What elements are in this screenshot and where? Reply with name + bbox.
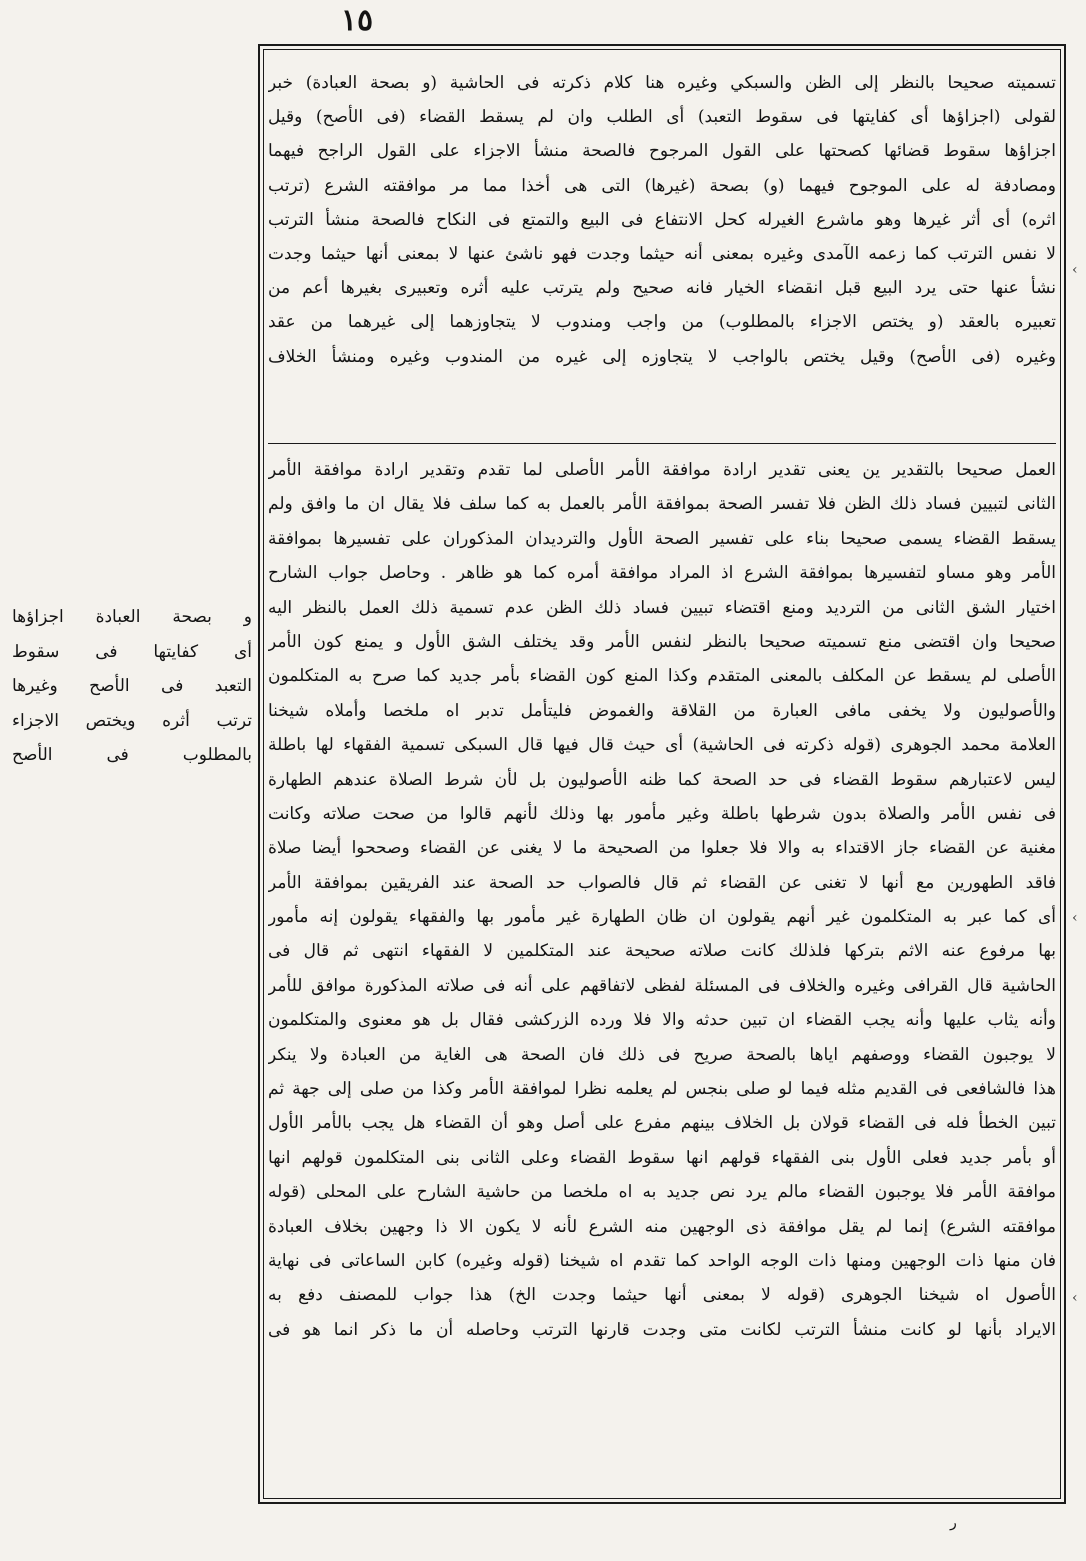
bottom-mark: ر <box>950 1515 957 1531</box>
commentary-line: فان منها ذات الوجهين ومنها ذات الوجه الواحد كما تقدم اه شيخنا (قوله وغيره) كابن الساعاتى فى نهاية <box>268 1250 1056 1271</box>
main-text-line: ومصادفة له على الموجوح فيهما (و) بصحة (غيرها) التى هى أخذا مما مر موافقته الشرع (ترتب <box>268 175 1056 196</box>
main-text-line: لا نفس الترتب كما زعمه الآمدى وغيره بمعنى أنه حيثما وجدت فهو ناشئ عنها لا بمعنى أنها حيثما وجدت <box>268 243 1056 264</box>
commentary-line: العلامة محمد الجوهرى (قوله ذكرته فى الحاشية) أى حيث قال فيها قال السبكى تسمية الفقهاء لها باطلة <box>268 735 1056 756</box>
commentary-line: هذا فالشافعى فى القديم مثله فيما لو صلى بنجس لم يعلمه نظرا لموافقة الأمر وكذا من صلى إلى جهة ثم <box>268 1079 1056 1100</box>
commentary-line: الأمر وهو مساو لتفسيرها بموافقة الشرع اذ المراد موافقة أمره كما هو ظاهر . وحاصل جواب الشارح <box>268 563 1056 584</box>
margin-note-line: و بصحة العبادة اجزاؤها <box>12 607 252 627</box>
commentary-line: أى كما عبر به المتكلمون غير أنهم يقولون ان ظان الطهارة غير مأمور بها والفقهاء يقولون إنه مأمور <box>268 907 1056 928</box>
section-divider <box>268 443 1056 444</box>
main-text-line: نشأ عنها حتى يرد البيع قبل انقضاء الخيار فانه صحيح ولم يترتب عليه أثره وتعبيرى بغيرها أعم من <box>268 278 1056 299</box>
margin-note <box>12 600 252 773</box>
text-frame <box>258 44 1066 1504</box>
commentary-line: الأصول اه شيخنا الجوهرى (قوله لا بمعنى أنها حيثما وجدت الخ) هذا جواب للمصنف دفع به <box>268 1285 1056 1306</box>
commentary-line: أو بأمر جديد فعلى الأول بنى الفقهاء قولهم انها سقوط القضاء وعلى الثانى بنى المتكلمون قولهم انها <box>268 1147 1056 1168</box>
commentary-line: صحيحا وان اقتضى منع تسميته صحيحا بالنظر لنفس الأمر وقد يختلف الشق الأول و يمنع كون الأمر <box>268 631 1056 652</box>
main-text-line: تعبيره بالعقد (و يختص الاجزاء بالمطلوب) من واجب ومندوب لا يتجاوزهما إلى غيرهما من عقد <box>268 312 1056 333</box>
main-text <box>268 66 1056 374</box>
commentary-line: تبين الخطأ فله فى القضاء قولان بل الخلاف بينهم مفرع على أصل وهو أن القضاء هل يجب بالأمر الأول <box>268 1113 1056 1134</box>
commentary-line: الأصلى لم يسقط عن المكلف بالمعنى المتقدم وكذا المنع كون القضاء بأمر جديد كما صرح به المتكلمون <box>268 666 1056 687</box>
commentary-line: لا يوجبون القضاء ووصفهم اياها بالصحة صريح فى ذلك فان الصحة هى الغاية من العبادة ولا ينكر <box>268 1044 1056 1065</box>
edge-smudge-icon: ‹ <box>1072 1290 1078 1306</box>
commentary-text <box>268 453 1056 1347</box>
commentary-line: العمل صحيحا بالتقدير ين يعنى تقدير ارادة موافقة الأمر الأصلى لما تقدم وتقدير ارادة موافقة الأمر <box>268 460 1056 480</box>
commentary-line: مغنية عن القضاء جاز الاقتداء به والا فلا جعلوا من الصحيحة ما لا يغنى عن القضاء وصححوا أيضا صلاة <box>268 838 1056 859</box>
main-text-line: وغيره (فى الأصح) وقيل يختص بالواجب لا يتجاوزه إلى غيره من المندوب وغيره ومنشأ الخلاف <box>268 346 1056 367</box>
edge-smudge-icon: ‹ <box>1072 910 1078 926</box>
edge-smudge-icon: ‹ <box>1072 262 1078 278</box>
main-text-line: تسميته صحيحا بالنظر إلى الظن والسبكي وغيره هنا كلام ذكرته فى الحاشية (و بصحة العبادة) خبر <box>268 73 1056 93</box>
main-text-line: اثره) أى أثر غيرها وهو ماشرع الغيرله كحل الانتفاع فى البيع والتمتع فى النكاح فالصحة منشأ الترتب <box>268 209 1056 230</box>
page-number: ١٥ <box>340 3 374 38</box>
margin-note-line: ترتب أثره ويختص الاجزاء <box>12 710 252 731</box>
commentary-line: يسقط القضاء يسمى صحيحا بناء على تفسير الصحة الأول والترديدان المذكوران على تفسيرها بموافقة <box>268 528 1056 549</box>
margin-note-line: التعبد فى الأصح وغيرها <box>12 676 252 696</box>
commentary-line: والأصوليون ولا يخفى مافى العبارة من القلاقة والغموض فليتأمل تدبر اه ملخصا وأملاه شيخنا <box>268 700 1056 721</box>
commentary-line: الايراد بأنها لو كانت منشأ الترتب لكانت متى وجدت قارنها الترتب وحاصله أن ما ذكر انما هو فى <box>268 1319 1056 1340</box>
commentary-line: فى نفس الأمر والصلاة بدون شرطها باطلة وغير مأمور بها وذلك لأنهم قالوا من صحت صلاته وكانت <box>268 803 1056 824</box>
margin-note-line: أى كفايتها فى سقوط <box>12 641 252 662</box>
commentary-line: الحاشية قال القرافى وغيره والخلاف فى المسئلة لفظى لاتفاقهم على أنه فى صلاته المذكورة موافق للأمر <box>268 975 1056 996</box>
commentary-line: الثانى لتبيين فساد ذلك الظن فلا تفسر الصحة بموافقة الأمر بالعمل به كما سلف فلا يقال ان ما وافق ولم <box>268 494 1056 515</box>
commentary-line: فاقد الطهورين مع أنها لا تغنى عن القضاء ثم قال فالصواب حد الصحة عند الفريقين بموافقة الأمر <box>268 872 1056 893</box>
commentary-line: موافقته الشرع) إنما لم يقل موافقة ذى الوجهين منه الشرع لأنه لا يكون الا ذا وجهين بخلاف العبادة <box>268 1216 1056 1237</box>
main-text-line: اجزاؤها سقوط قضائها كصحتها على القول المرجوح فالصحة منشأ الاجزاء على القول الراجح فيهما <box>268 141 1056 162</box>
commentary-line: موافقة الأمر فلا يوجبون القضاء مالم يرد نص جديد به اه ملخصا من حاشية الشارح على المحلى (قوله <box>268 1182 1056 1203</box>
commentary-line: اختيار الشق الثانى من الترديد ومنع اقتضاء تبيين فساد ذلك الظن عدم تسمية ذلك العمل بالنظر اليه <box>268 597 1056 618</box>
commentary-line: وأنه يثاب عليها وأنه يجب القضاء ان تبين حدثه والا فلا ورده الزركشى فقال بل هو معنوى والمتكلمون <box>268 1010 1056 1031</box>
main-text-line: لقولى (اجزاؤها أى كفايتها فى سقوط التعبد) أى الطلب وان لم يسقط القضاء (فى الأصح) وقيل <box>268 107 1056 128</box>
margin-note-line: بالمطلوب فى الأصح <box>12 745 252 765</box>
commentary-line: ليس لاعتبارهم سقوط القضاء فى حد الصحة كما ظنه الأصوليون بل لأن شرط الصلاة عندهم الطهارة <box>268 769 1056 790</box>
commentary-line: بها مرفوع عنه الاثم بتركها فلذلك كانت صلاته صحيحة عند المتكلمين لا الفقهاء انتهى ثم قال فى <box>268 941 1056 962</box>
